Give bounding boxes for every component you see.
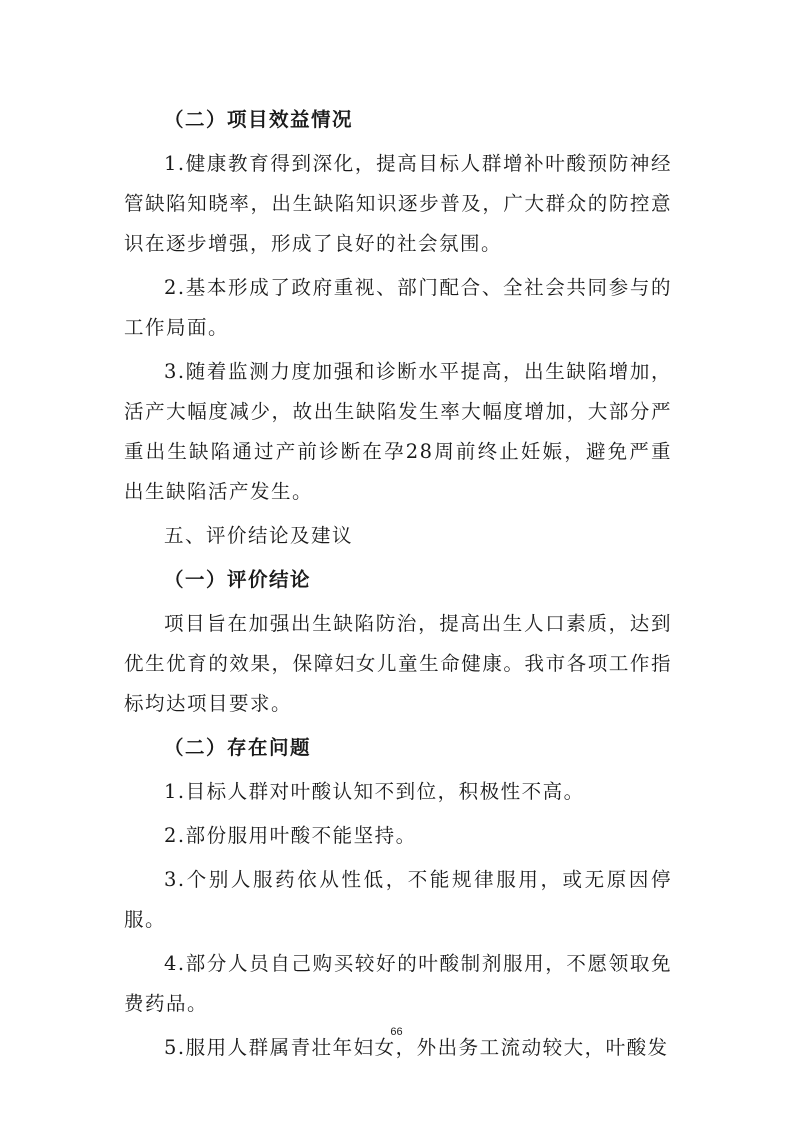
problem-item-4: 4.部分人员自己购买较好的叶酸制剂服用，不愿领取免费药品。	[124, 952, 672, 1015]
heading-existing-problems: （二）存在问题	[164, 736, 312, 759]
conclusion-paragraph: 项目旨在加强出生缺陷防治，提高出生人口素质，达到优生优育的效果，保障妇女儿童生命健康。我市各项工作指标均达项目要求。	[124, 612, 672, 715]
benefit-item-3: 3.随着监测力度加强和诊断水平提高，出生缺陷增加，活产大幅度减少，故出生缺陷发生率大幅度增加，大部分严重出生缺陷通过产前诊断在孕28周前终止妊娠，避免严重出生缺陷活产发生。	[124, 360, 672, 503]
problem-item-2: 2.部份服用叶酸不能坚持。	[164, 824, 417, 847]
page-number: 66	[390, 1026, 403, 1038]
problem-item-5: 5.服用人群属青壮年妇女，外出务工流动较大，叶酸发	[164, 1036, 669, 1059]
benefit-item-1: 1.健康教育得到深化，提高目标人群增补叶酸预防神经管缺陷知晓率，出生缺陷知识逐步普及，广大群众的防控意识在逐步增强，形成了良好的社会氛围。	[124, 152, 672, 255]
problem-item-1: 1.目标人群对叶酸认知不到位，积极性不高。	[164, 780, 585, 803]
heading-section-five: 五、评价结论及建议	[164, 524, 354, 547]
benefit-item-2: 2.基本形成了政府重视、部门配合、全社会共同参与的工作局面。	[124, 276, 672, 339]
heading-evaluation-conclusion: （一）评价结论	[164, 568, 312, 591]
problem-item-3: 3.个别人服药依从性低，不能规律服用，或无原因停服。	[124, 868, 672, 931]
heading-project-benefit: （二）项目效益情况	[164, 108, 354, 131]
document-body	[124, 100, 672, 1072]
